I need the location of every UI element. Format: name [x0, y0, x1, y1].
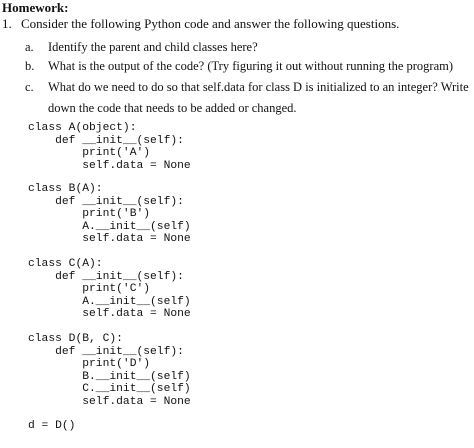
code-block-class-b: class B(A): def __init__(self): print('B') A.__init__(self) self.data = None [28, 183, 191, 245]
question-c-label: c. [25, 80, 34, 94]
question-b-label: b. [25, 59, 35, 73]
page-title: Homework: [2, 0, 69, 15]
question-c [25, 78, 469, 96]
code-block-instantiation: d = D() [28, 420, 76, 432]
intro-text: Consider the following Python code and answer the following questions. [21, 16, 400, 31]
question-c-continuation: down the code that needs to be added or changed. [48, 101, 297, 115]
question-a [25, 38, 258, 56]
code-block-class-c: class C(A): def __init__(self): print('C') A.__init__(self) self.data = None [28, 258, 191, 320]
question-b [25, 57, 453, 75]
question-a-label: a. [25, 40, 34, 54]
question-intro [2, 15, 399, 33]
code-block-class-a: class A(object): def __init__(self): print('A') self.data = None [28, 122, 191, 172]
question-c-text: What do we need to do so that self.data for class D is initialized to an integer? Write [48, 80, 469, 94]
question-b-text: What is the output of the code? (Try figuring it out without running the program) [48, 59, 454, 73]
question-number: 1. [2, 16, 12, 31]
question-a-text: Identify the parent and child classes here? [48, 40, 258, 54]
code-block-class-d: class D(B, C): def __init__(self): print('D') B.__init__(self) C.__init__(self) self.data = None [28, 333, 191, 408]
